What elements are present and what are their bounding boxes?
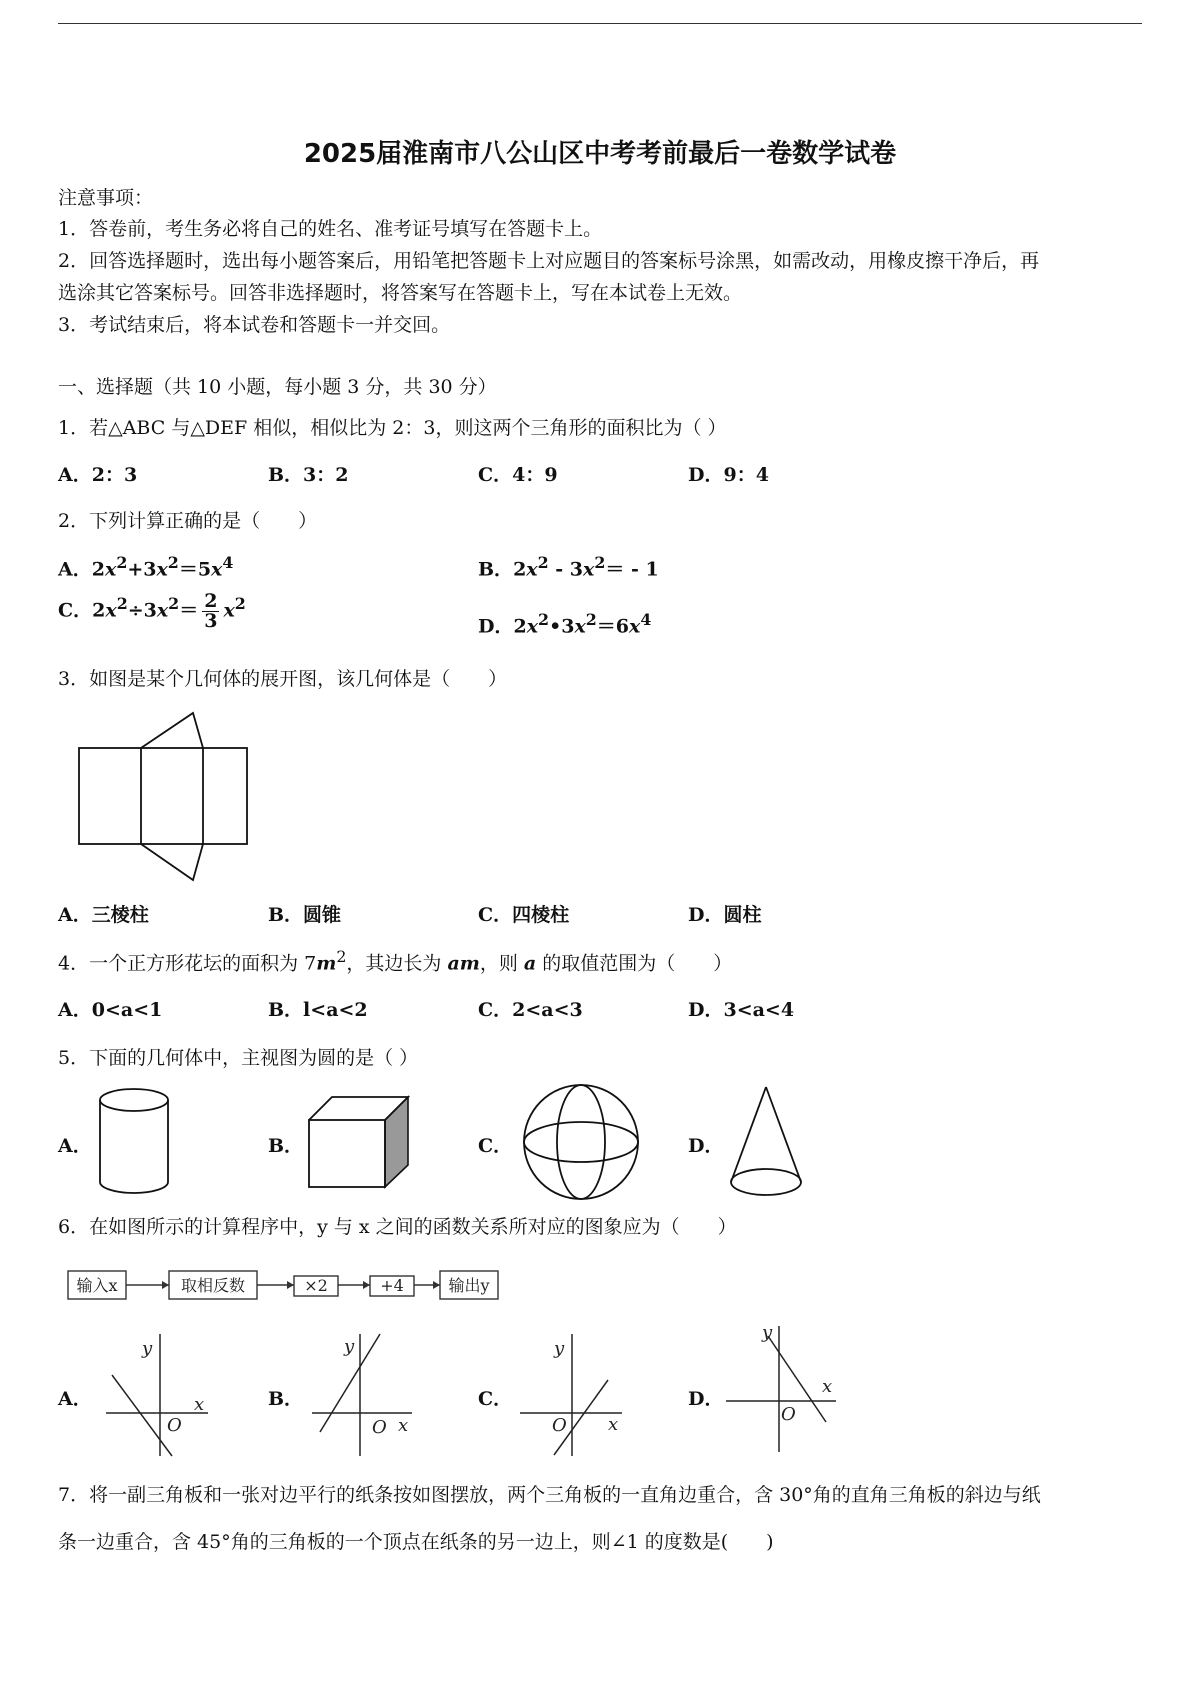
- function-line: [768, 1336, 826, 1422]
- graph-d: [724, 1322, 839, 1456]
- q1-option-d: D．9：4: [688, 464, 769, 486]
- q1-option-c: C．4：9: [478, 464, 558, 486]
- flow-label-times-2: ×2: [304, 1276, 328, 1295]
- graph-a: [100, 1330, 215, 1460]
- cuboid-figure: [305, 1093, 415, 1193]
- graph-b: [308, 1330, 423, 1460]
- q3-option-c: C．四棱柱: [478, 904, 570, 926]
- q4-option-a: A．0<a<1: [58, 999, 163, 1021]
- page-title: 2025届淮南市八公山区中考考前最后一卷数学试卷: [303, 139, 897, 169]
- question-7-line-1: 7．将一副三角板和一张对边平行的纸条按如图摆放，两个三角板的一直角边重合，含 30°角的直角三角板的斜边与纸: [58, 1484, 1041, 1506]
- q2-option-b: B．$2x^2 - 3x^2= - 1$: [478, 553, 659, 581]
- q6-label-d: D．: [688, 1388, 724, 1410]
- q2-option-a: A．$2x^2+3x^2=5x^4$: [58, 553, 234, 581]
- flow-label-output: 输出y: [448, 1276, 490, 1295]
- q1-option-a: A．2：3: [58, 464, 138, 486]
- q6-label-b: B．: [268, 1388, 304, 1410]
- origin-label: O: [781, 1404, 796, 1425]
- q6-label-c: C．: [478, 1388, 513, 1410]
- y-axis-label: y: [344, 1336, 355, 1357]
- graph-c: [516, 1330, 631, 1460]
- q4-option-d: D．3<a<4: [688, 999, 795, 1021]
- origin-label: O: [372, 1417, 387, 1438]
- q5-label-b: B．: [268, 1135, 304, 1157]
- net-bottom-triangle: [141, 844, 203, 880]
- x-axis-label: x: [608, 1414, 619, 1435]
- x-axis-label: x: [822, 1376, 833, 1397]
- q3-option-a: A．三棱柱: [58, 904, 149, 926]
- question-3-stem: 3．如图是某个几何体的展开图，该几何体是（ ）: [58, 668, 508, 690]
- notice-item: 3．考试结束后，将本试卷和答题卡一并交回。: [58, 314, 451, 336]
- q3-option-d: D．圆柱: [688, 904, 762, 926]
- x-axis-label: x: [398, 1415, 409, 1436]
- question-1-stem: 1．若△ABC 与△DEF 相似，相似比为 2：3，则这两个三角形的面积比为（ ）: [58, 417, 727, 439]
- notice-item: 选涂其它答案标号。回答非选择题时，将答案写在答题卡上，写在本试卷上无效。: [58, 282, 743, 304]
- net-rectangles: [79, 748, 247, 844]
- q5-label-a: A．: [58, 1135, 92, 1157]
- flow-label-input: 输入x: [76, 1276, 118, 1295]
- x-axis-label: x: [194, 1394, 205, 1415]
- function-line: [112, 1375, 172, 1456]
- q4-option-b: B．l<a<2: [268, 999, 368, 1021]
- notice-heading: 注意事项：: [58, 187, 154, 209]
- origin-label: O: [552, 1415, 567, 1436]
- q5-label-c: C．: [478, 1135, 513, 1157]
- question-5-stem: 5．下面的几何体中，主视图为圆的是（ ）: [58, 1047, 419, 1069]
- question-2-stem: 2．下列计算正确的是（ ）: [58, 510, 318, 532]
- sphere-figure: [520, 1081, 642, 1203]
- fraction: $\frac{2}{3}$: [204, 590, 218, 632]
- q5-label-d: D．: [688, 1135, 724, 1157]
- y-axis-label: y: [142, 1338, 153, 1359]
- q6-label-a: A．: [58, 1388, 92, 1410]
- q2-option-c: C．$2x^2\div 3x^2=$ $\frac{2}{3}$ $x^2$: [58, 590, 246, 632]
- net-top-triangle: [141, 713, 203, 748]
- y-axis-label: y: [554, 1338, 565, 1359]
- question-4-stem: 4．一个正方形花坛的面积为 $7m^2$，其边长为 am，则 a 的取值范围为（ ）: [58, 947, 733, 975]
- cone-figure: [724, 1083, 808, 1203]
- header-rule: [58, 23, 1142, 24]
- notice-item: 1．答卷前，考生务必将自己的姓名、准考证号填写在答题卡上。: [58, 218, 603, 240]
- notice-item: 2．回答选择题时，选出每小题答案后，用铅笔把答题卡上对应题目的答案标号涂黑，如需改动，用橡皮擦干净后，再: [58, 250, 1040, 272]
- cylinder-figure: [96, 1086, 176, 1198]
- q3-option-b: B．圆锥: [268, 904, 342, 926]
- question-7-line-2: 条一边重合，含 45°角的三角板的一个顶点在纸条的另一边上，则∠1 的度数是( ): [58, 1531, 774, 1553]
- program-flowchart: [66, 1268, 506, 1304]
- question-6-stem: 6．在如图所示的计算程序中，y 与 x 之间的函数关系所对应的图象应为（ ）: [58, 1216, 737, 1238]
- q2-option-d: D．$2x^2•3x^2=6x^4$: [478, 610, 652, 638]
- flow-label-plus-4: +4: [380, 1276, 404, 1295]
- y-axis-label: y: [762, 1322, 773, 1343]
- flow-label-negate: 取相反数: [180, 1276, 246, 1295]
- q1-option-b: B．3：2: [268, 464, 349, 486]
- q4-option-c: C．2<a<3: [478, 999, 583, 1021]
- section-heading: 一、选择题（共 10 小题，每小题 3 分，共 30 分）: [58, 376, 497, 398]
- prism-net-figure: [70, 705, 260, 885]
- origin-label: O: [167, 1415, 182, 1436]
